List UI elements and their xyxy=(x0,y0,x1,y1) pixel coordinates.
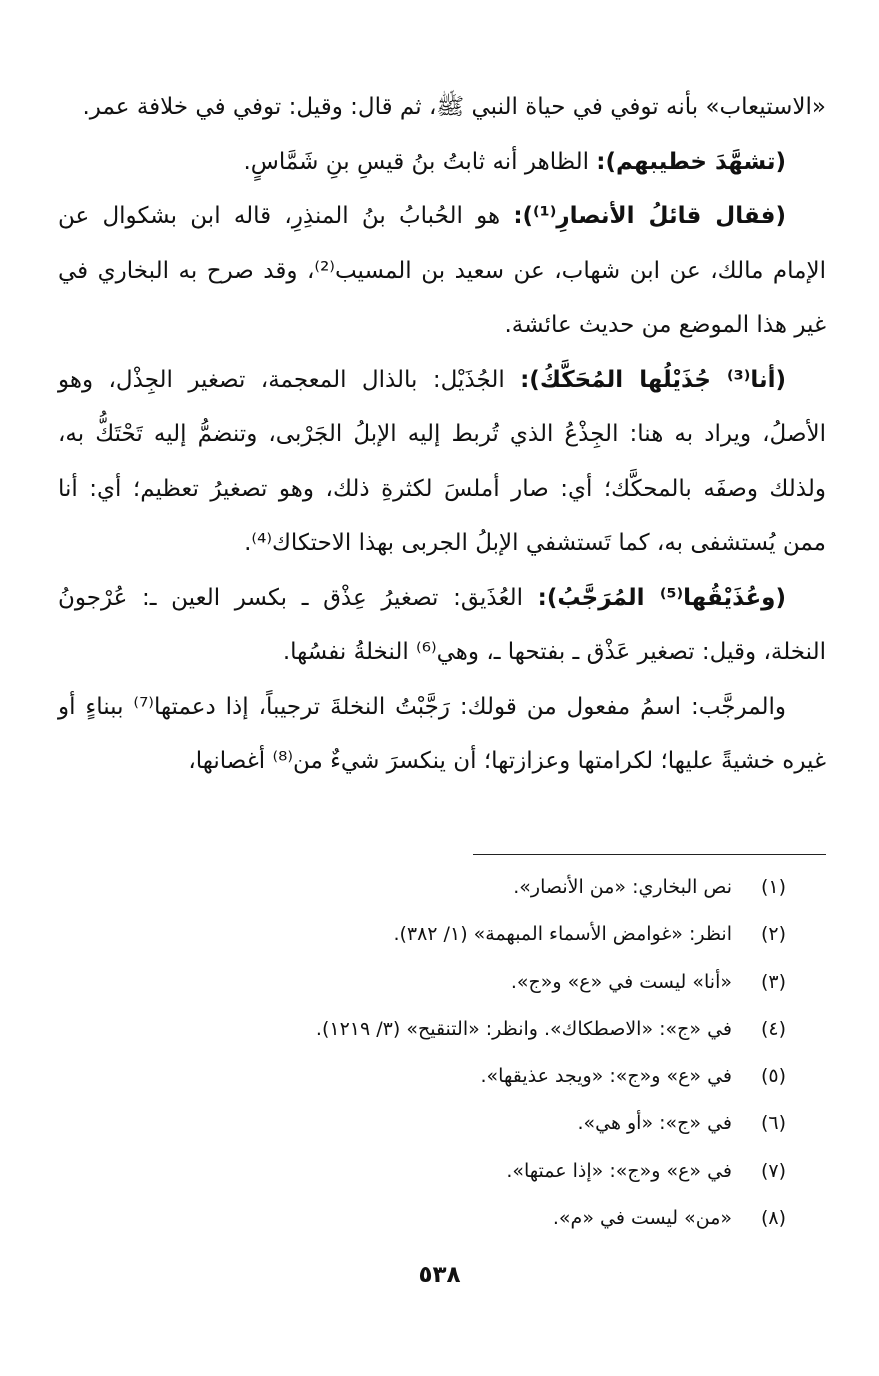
footnote xyxy=(120,1148,786,1195)
footnote-number: (٣) xyxy=(760,970,786,993)
paragraph-continuation xyxy=(58,80,826,135)
footnote-number: (٤) xyxy=(760,1017,786,1040)
paragraph-murajjab xyxy=(58,680,826,789)
paragraph-udhayq xyxy=(58,571,826,680)
footnote xyxy=(120,1100,786,1147)
paragraph-text: «الاستيعاب» بأنه توفي في حياة النبي ﷺ، ثم قال: وقيل: توفي في خلافة عمر. xyxy=(82,94,826,120)
paragraph-text: العُذَيق: تصغيرُ عِذْق ـ بكسر العين ـ: عُرْجونُ النخلة، وقيل: تصغير عَذْق ـ بفتحها ـ، وهي⁽⁶⁾ النخلةُ نفسُها. xyxy=(58,584,826,665)
footnote-text: في «ج»: «أو هي». xyxy=(577,1112,732,1135)
paragraph-text: الظاهر أنه ثابتُ بنُ قيسِ بنِ شَمَّاسٍ. xyxy=(243,148,597,175)
footnote-number: (٧) xyxy=(760,1159,786,1182)
paragraph-tashahhad xyxy=(58,135,826,190)
footnote xyxy=(120,1053,786,1100)
footnote-number: (٨) xyxy=(760,1207,786,1230)
paragraph-lead-term: (فقال قائلُ الأنصارِ⁽¹⁾): xyxy=(513,203,786,229)
footnote-text: «أنا» ليست في «ع» و«ج». xyxy=(510,970,732,993)
paragraph-text: الجُذَيْل: بالذال المعجمة، تصغير الجِذْل، وهو الأصلُ، ويراد به هنا: الجِذْعُ الذي تُربط إليه الإبلُ الجَرْبى، وتنضمُّ إليه تَحْتَكُّ به، ولذلك وصفَه بالمحكَّك؛ أي: صار أملسَ لكثرةِ ذلك، وهو تصغيرُ تعظيم؛ أي: أنا ممن يُستشفى به، كما تَستشفي الإبلُ الجربى بهذا الاحتكاك⁽⁴⁾. xyxy=(58,366,826,556)
paragraph-lead-term: (وعُذَيْقُها⁽⁵⁾ المُرَجَّبُ): xyxy=(537,584,786,611)
main-text xyxy=(58,80,826,789)
footnote xyxy=(120,959,786,1006)
footnote-divider xyxy=(473,854,826,855)
footnote xyxy=(120,864,786,911)
footnote xyxy=(120,1006,786,1053)
paragraph-judhayl xyxy=(58,353,826,571)
paragraph-lead-term: (تشهَّدَ خطيبهم): xyxy=(596,148,786,175)
footnote-number: (٢) xyxy=(760,923,786,946)
footnote-text: في «ع» و«ج»: «ويجد عذيقها». xyxy=(480,1065,732,1088)
footnote xyxy=(120,911,786,958)
paragraph-text: والمرجَّب: اسمُ مفعول من قولك: رَجَّبْتُ النخلةَ ترجيباً، إذا دعمتها⁽⁷⁾ ببناءٍ أو غيره خشيةً عليها؛ لكرامتها وعزازتها؛ أن ينكسرَ شيءٌ من⁽⁸⁾ أغصانها، xyxy=(58,693,826,774)
footnote-text: انظر: «غوامض الأسماء المبهمة» (١/ ٣٨٢). xyxy=(393,923,732,946)
footnote-text: في «ج»: «الاصطكاك». وانظر: «التنقيح» (٣/ ١٢١٩). xyxy=(315,1017,732,1040)
footnote-number: (٦) xyxy=(760,1112,786,1135)
footnotes-list xyxy=(120,864,786,1242)
footnote-text: في «ع» و«ج»: «إذا عمتها». xyxy=(506,1159,732,1182)
footnote-text: نص البخاري: «من الأنصار». xyxy=(513,876,732,898)
paragraph-text: هو الحُبابُ بنُ المنذِرِ، قاله ابن بشكوال عن الإمام مالك، عن ابن شهاب، عن سعيد بن المسيب⁽²⁾، وقد صرح به البخاري في غير هذا الموضع من حديث عائشة. xyxy=(58,203,826,338)
footnote-number: (١) xyxy=(760,876,786,898)
paragraph-lead-term: (أنا⁽³⁾ جُذَيْلُها المُحَكَّكُ): xyxy=(520,366,786,393)
footnote-text: «من» ليست في «م». xyxy=(552,1207,732,1230)
footnote xyxy=(120,1195,786,1242)
page-number: ٥٣٨ xyxy=(418,1262,461,1288)
footnote-number: (٥) xyxy=(760,1065,786,1088)
paragraph-qail-al-ansar xyxy=(58,189,826,353)
